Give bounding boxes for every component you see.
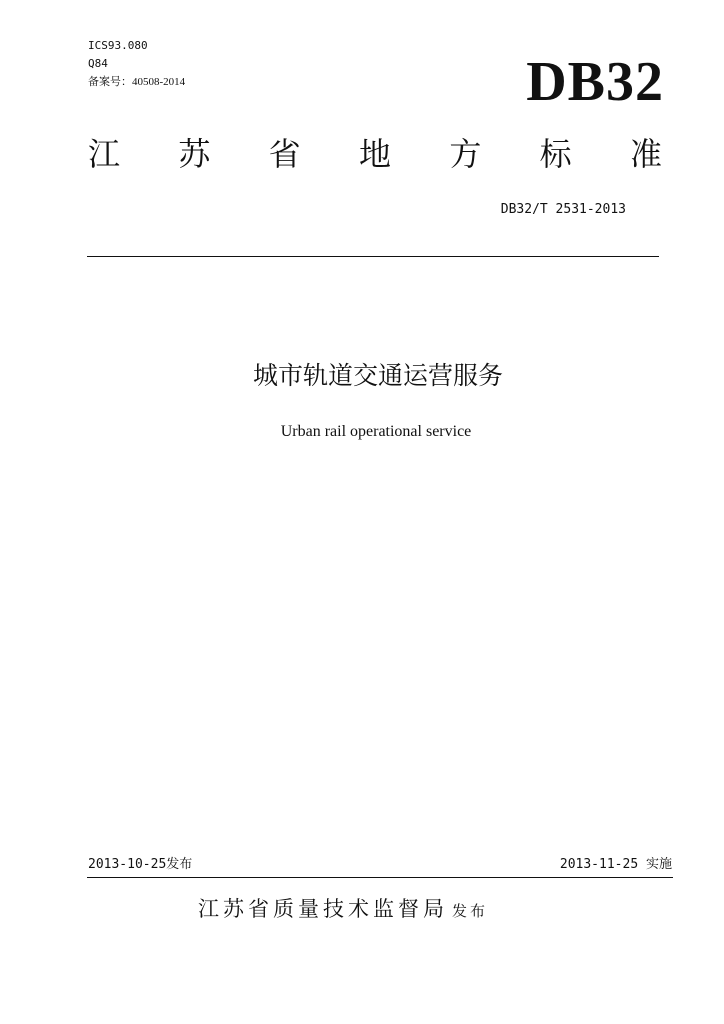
standard-type-char: 苏 xyxy=(178,135,211,173)
issue-date-value: 2013-10-25 xyxy=(88,857,167,872)
header-divider xyxy=(87,256,659,257)
issue-date-label: 发布 xyxy=(166,857,193,872)
implementation-date xyxy=(440,855,672,875)
standard-type-char: 准 xyxy=(629,135,662,173)
authority-action: 发布 xyxy=(452,902,489,920)
implementation-date-label: 实施 xyxy=(645,857,672,872)
authority-name: 江苏省质量技术监督局 xyxy=(198,897,448,921)
standard-type-char: 标 xyxy=(539,135,572,173)
standard-type-char: 方 xyxy=(449,135,482,173)
standard-code-logo: DB32 xyxy=(526,51,664,113)
document-title: 城市轨道交通运营服务 xyxy=(252,361,503,390)
filing-number: 40508-2014 xyxy=(132,76,186,88)
category-code: Q84 xyxy=(88,57,108,70)
standard-type-char: 地 xyxy=(358,135,391,173)
issuing-authority xyxy=(198,894,488,926)
ics-code: ICS93.080 xyxy=(88,39,148,52)
filing-record xyxy=(88,75,185,89)
document-subtitle: Urban rail operational service xyxy=(280,423,472,440)
standard-type-char: 江 xyxy=(88,135,121,173)
standard-type-char: 省 xyxy=(268,135,301,173)
standard-number: DB32/T 2531-2013 xyxy=(500,202,626,217)
filing-label: 备案号： xyxy=(88,75,132,88)
standard-type-title xyxy=(88,134,662,174)
issue-date xyxy=(88,855,192,875)
footer-divider xyxy=(87,877,673,878)
implementation-date-value: 2013-11-25 xyxy=(559,857,639,872)
